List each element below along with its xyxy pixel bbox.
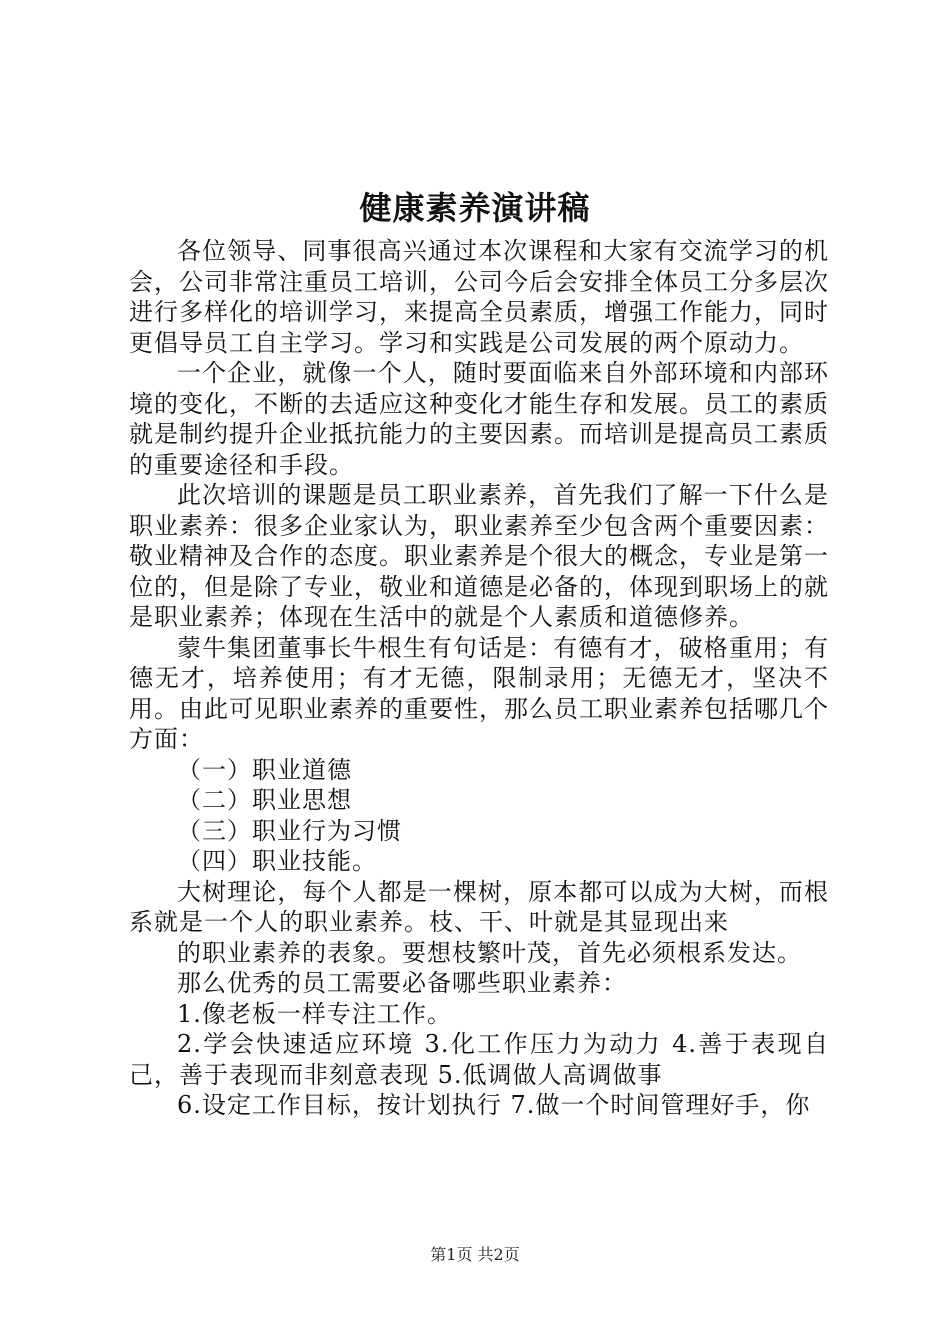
document-body: [129, 236, 829, 1121]
paragraph-tree-theory-cont: 的职业素养的表象。要想枝繁叶茂，首先必须根系发达。: [177, 938, 802, 967]
list-item-ethics: （一）职业道德: [177, 755, 352, 784]
numbered-items-6-7: 6.设定工作目标，按计划执行 7.做一个时间管理好手，你: [177, 1091, 811, 1119]
paragraph-enterprise: 一个企业，就像一个人，随时要面临来自外部环境和内部环境的变化，不断的去适应这种变化才能生存和发展。员工的素质就是制约提升企业抵抗能力的主要因素。而培训是提高员工素质的重要途径和手段。: [129, 359, 829, 479]
numbered-item-1: 1.像老板一样专注工作。: [177, 999, 452, 1028]
paragraph-mengniu-quote: 蒙牛集团董事长牛根生有句话是：有德有才，破格重用；有德无才，培养使用；有才无德，限制录用；无德无才，坚决不用。由此可见职业素养的重要性，那么员工职业素养包括哪几个方面：: [129, 633, 829, 753]
paragraph-tree-theory: 大树理论，每个人都是一棵树，原本都可以成为大树，而根系就是一个人的职业素养。枝、干、叶就是其显现出来: [129, 877, 829, 936]
document-title: 健康素养演讲稿: [359, 189, 591, 227]
list-item-thinking: （二）职业思想: [177, 786, 352, 814]
paragraph-training-topic: 此次培训的课题是员工职业素养，首先我们了解一下什么是职业素养：很多企业家认为，职业素养至少包含两个重要因素：敬业精神及合作的态度。职业素养是个很大的概念，专业是第一位的，但是除了专业，敬业和道德是必备的，体现到职场上的就是职业素养；体现在生活中的就是个人素质和道德修养。: [129, 481, 829, 631]
paragraph-intro: 各位领导、同事很高兴通过本次课程和大家有交流学习的机会，公司非常注重员工培训，公司今后会安排全体员工分多层次进行多样化的培训学习，来提高全员素质，增强工作能力，同时更倡导员工自主学习。学习和实践是公司发展的两个原动力。: [129, 237, 829, 357]
page-footer: 第1页 共2页: [430, 1245, 520, 1264]
paragraph-excellent-employee: 那么优秀的员工需要必备哪些职业素养：: [177, 969, 627, 997]
numbered-items-2-5: 2.学会快速适应环境 3.化工作压力为动力 4.善于表现自己，善于表现而非刻意表现 5.低调做人高调做事: [129, 1030, 829, 1089]
list-item-habits: （三）职业行为习惯: [177, 816, 402, 845]
list-item-skills: （四）职业技能。: [177, 847, 377, 875]
